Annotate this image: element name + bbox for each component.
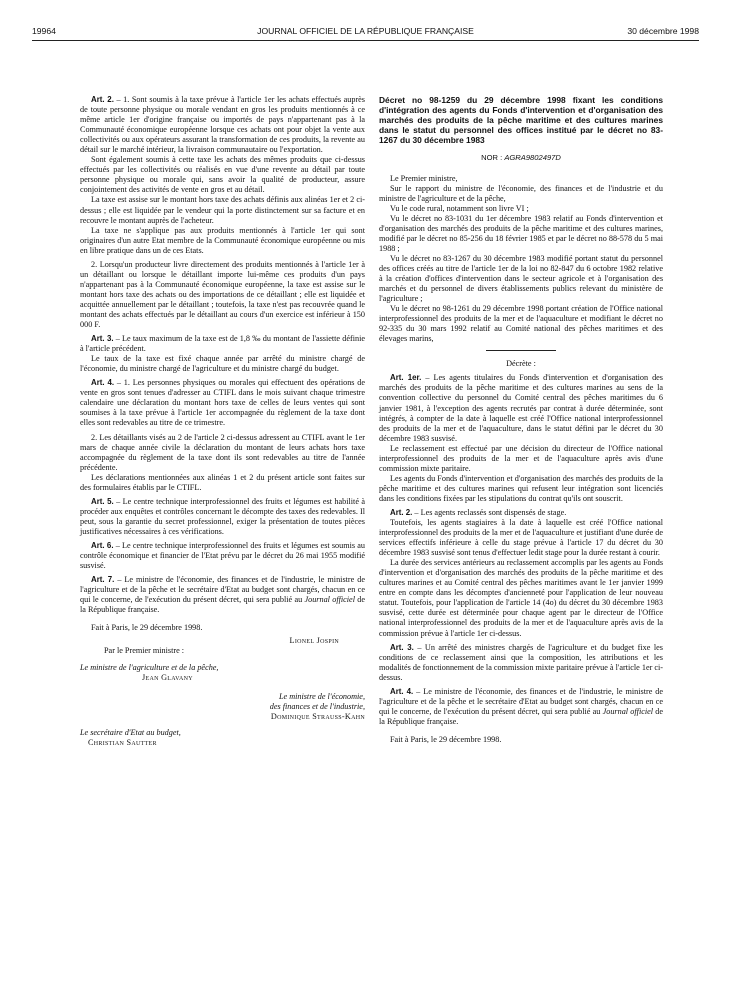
signature-date: Fait à Paris, le 29 décembre 1998. xyxy=(91,623,203,633)
minister-economy-title-1: Le ministre de l'économie, xyxy=(278,691,365,701)
visa-2: Vu le code rural, notamment son livre VI ; xyxy=(390,203,529,213)
issue-date: 30 décembre 1998 xyxy=(627,26,699,36)
article-2-para-1: Art. 2. – Les agents reclassés sont dispensés de stage. xyxy=(390,507,567,517)
article-3-para-1: Art. 3. – Un arrêté des ministres chargés de l'agriculture et du budget fixe les conditions de ce reclassement ainsi que la composition, les attributions et les modalités de fonctionnement de la commission mixte paritaire prévue à l'article 1er ci-dessus. xyxy=(379,642,663,682)
article-4-para-1: Art. 4. – 1. Les personnes physiques ou morales qui effectuent des opérations de vente en gros sont tenues d'adresser au CTIFL dans le mois suivant chaque trimestre calendaire une déclaration du montant hors taxe de celles de leurs ventes qui sont soumises à la taxe prévue à l'article 1er accompagnée du règlement de la taxe dont elles sont redevables au titre de ce trimestre. xyxy=(80,378,365,428)
article-2-para-2: Toutefois, les agents stagiaires à la date à laquelle est créé l'Office national interprofessionnel des produits de la mer et de l'aquaculture et justifiant d'une durée de services effectifs inférieure à celle du stage prévue à l'article 17 du décret du 30 décembre 1983 susvisé sont tenus d'effectuer ledit stage pour la durée restant à courir. xyxy=(379,518,663,558)
article-2-para-2: Sont également soumis à cette taxe les achats des mêmes produits que ci-dessus effectués par les collectivités ou réalisés en vue d'une revente au détail par toute personne physique ou morale qui, sans avoir la qualité de producteur, assure conjointement des activités de vente en gros et au détail. xyxy=(80,155,365,195)
article-3-para-2: Le taux de la taxe est fixé chaque année par arrêté du ministre chargé de l'économie, du ministre chargé de l'agriculture et du ministre chargé du budget. xyxy=(80,354,365,374)
article-4-para-1: Art. 4. – Le ministre de l'économie, des finances et de l'industrie, le ministre de l'agriculture et de la pêche et le secrétaire d'Etat au budget sont chargés, chacun en ce qui le concerne, de l'exécution du présent décret, qui sera publié au Journal officiel de la République française. xyxy=(379,686,663,726)
right-column xyxy=(379,95,663,745)
premier-ministre: Le Premier ministre, xyxy=(390,173,458,183)
article-2-para-5: 2. Lorsqu'un producteur livre directement des produits mentionnés à l'article 1er à un détaillant ou lorsque le détaillant importe lui-même ces produits d'un pays n'appartenant pas à la Communauté économique européenne, la taxe est assise sur le montant hors taxe des achats ou des importations de ce détaillant ; elle est liquidée et acquittée annuellement par le détaillant ; toutefois, la taxe n'est pas recouvrée quand le montant des achats effectués par le détaillant au cours d'un exercice est inférieur à 150 000 F. xyxy=(80,259,365,330)
minister-agriculture-name: Jean Glavany xyxy=(142,673,193,683)
article-2-para-3: La taxe est assise sur le montant hors taxe des achats définis aux alinéas 1er et 2 ci-dessus ; elle est liquidée par le vendeur qui la porte distinctement sur sa facture et en recouvre le montant auprès de l'acheteur. xyxy=(80,195,365,225)
article-7-para-1: Art. 7. – Le ministre de l'économie, des finances et de l'industrie, le ministre de l'agriculture et de la pêche et le secrétaire d'Etat au budget sont chargés, chacun en ce qui le concerne, de l'exécution du présent décret, qui sera publié au Journal officiel de la République française. xyxy=(80,575,365,615)
article-1-para-2: Le reclassement est effectué par une décision du directeur de l'Office national interprofessionnel des produits de la mer et de l'aquaculture après avis d'une commission mixte paritaire. xyxy=(379,443,663,473)
article-2-para-1: Art. 2. – 1. Sont soumis à la taxe prévue à l'article 1er les achats effectués auprès de toute personne physique ou morale vendant en gros les produits mentionnés à ce même article 1er d'origine française ou importés de pays n'appartenant pas à la Communauté économique européenne lorsque ces achats ont pour objet la vente aux collectivités ou aux opérateurs assurant la transformation de ces produits, la revente au détail sur le marché intérieur, la livraison communautaire ou l'exportation. xyxy=(80,95,365,155)
decree-title: Décret no 98-1259 du 29 décembre 1998 fixant les conditions d'intégration des agents du Fonds d'intervention et d'organisation des marchés des produits de la pêche maritime et des cultures marines dans le statut du personnel des offices institué par le décret no 83-1267 du 30 décembre 1983 xyxy=(379,95,663,146)
par-premier-ministre: Par le Premier ministre : xyxy=(104,646,185,656)
article-4-para-2: 2. Les détaillants visés au 2 de l'article 2 ci-dessus adressent au CTIFL avant le 1er mars de chaque année civile la déclaration du montant de leurs achats hors taxe accompagnée du règlement de la taxe dont ils sont redevables au titre de l'année précédente. xyxy=(80,432,365,472)
visa-3: Vu le décret no 83-1031 du 1er décembre 1983 relatif au Fonds d'intervention et d'organisation des marchés des produits de la pêche maritime et des cultures marines, modifié par le décret no 85-256 du 18 février 1985 et par le décret no 88-578 du 5 mai 1988 ; xyxy=(379,213,663,253)
article-5-para-1: Art. 5. – Le centre technique interprofessionnel des fruits et légumes est habilité à procéder aux enquêtes et contrôles concernant le décompte des taxes des redevables. Il peut, sous la garantie du secret professionnel, exiger la présentation de toutes pièces justificatives nécessaires à ces vérifications. xyxy=(80,496,365,536)
article-4-para-3: Les déclarations mentionnées aux alinéas 1 et 2 du présent article sont faites sur des formulaires établis par le CTIFL. xyxy=(80,472,365,492)
secretary-budget-title: Le secrétaire d'Etat au budget, xyxy=(80,727,181,737)
journal-title: JOURNAL OFFICIEL DE LA RÉPUBLIQUE FRANÇAISE xyxy=(257,26,474,36)
article-6-para-1: Art. 6. – Le centre technique interprofessionnel des fruits et légumes est soumis au contrôle économique et financier de l'Etat prévu par le décret du 26 mai 1955 modifié susvisé. xyxy=(80,540,365,571)
article-1-para-1: Art. 1er. – Les agents titulaires du Fonds d'intervention et d'organisation des marchés des produits de la pêche maritime et des cultures marines au sens de la convention collective du personnel du Comité central des pêches maritimes du 6 janvier 1981, à l'exception des agents recrutés par contrat à durée déterminée, sont intégrés, à compter de la date à laquelle est créé l'Office national interprofessionnel des produits de la mer et de l'aquaculture, dans le statut défini par le décret du 30 décembre 1983 susvisé. xyxy=(379,373,663,443)
header-rule xyxy=(32,40,699,41)
minister-economy-name: Dominique Strauss-Kahn xyxy=(270,711,365,721)
separator-rule xyxy=(486,350,556,351)
signature-prime-minister: Lionel Jospin xyxy=(289,636,339,646)
secretary-budget-name: Christian Sautter xyxy=(88,737,157,747)
article-2-para-4: La taxe ne s'applique pas aux produits mentionnés à l'article 1er qui sont originaires d'un autre Etat membre de la Communauté économique européenne ou mis en libre pratique dans un de ces Etats. xyxy=(80,225,365,255)
nor-reference: NOR : AGRA9802497D xyxy=(481,153,561,163)
minister-agriculture-title: Le ministre de l'agriculture et de la pêche, xyxy=(80,663,219,673)
visa-5: Vu le décret no 98-1261 du 29 décembre 1998 portant création de l'Office national interprofessionnel des produits de la mer et de l'aquaculture et modifiant le décret no 92-335 du 30 mars 1992 relatif au Comité national des pêches maritimes et des élevages marins, xyxy=(379,304,663,344)
article-1-para-3: Les agents du Fonds d'intervention et d'organisation des marchés des produits de la pêche maritime et des cultures marines qui refusent leur intégration sont licenciés dans les conditions fixées par les stipulations du contrat qu'ils ont souscrit. xyxy=(379,473,663,503)
minister-economy-title-2: des finances et de l'industrie, xyxy=(269,701,365,711)
article-2-para-3: La durée des services antérieurs au reclassement accomplis par les agents au Fonds d'intervention et d'organisation des marchés des produits de la pêche maritime et des cultures marines et au Comité central des pêches maritimes avant le 1er janvier 1999 entre en compte dans les décomptes d'ancienneté pour l'application de leur nouveau statut. Toutefois, pour l'application de l'article 14 (4o) du décret du 30 décembre 1983 susvisé, cette durée est déterminée pour chaque agent par le directeur de l'Office national interprofessionnel des produits de la mer et de l'aquaculture après avis de la commission prévue à l'article 1er ci-dessus. xyxy=(379,558,663,638)
article-3-para-1: Art. 3. – Le taux maximum de la taxe est de 1,8 ‰ du montant de l'assiette définie à l'article précédent. xyxy=(80,334,365,354)
left-column xyxy=(80,95,365,748)
page-number: 19964 xyxy=(32,26,56,36)
visa-4: Vu le décret no 83-1267 du 30 décembre 1983 modifié portant statut du personnel des offices créés au titre de l'article 1er de la loi no 82-847 du 6 octobre 1982 relative à la création d'offices d'intervention dans le secteur agricole et à l'organisation des marchés et du personnel de divers établissements publics relevant du ministère de l'agriculture ; xyxy=(379,253,663,304)
visa-1: Sur le rapport du ministre de l'économie, des finances et de l'industrie et du ministre de l'agriculture et de la pêche, xyxy=(379,183,663,203)
decrete-heading: Décrète : xyxy=(506,359,536,369)
signature-date: Fait à Paris, le 29 décembre 1998. xyxy=(390,734,502,744)
page-header xyxy=(32,26,699,40)
